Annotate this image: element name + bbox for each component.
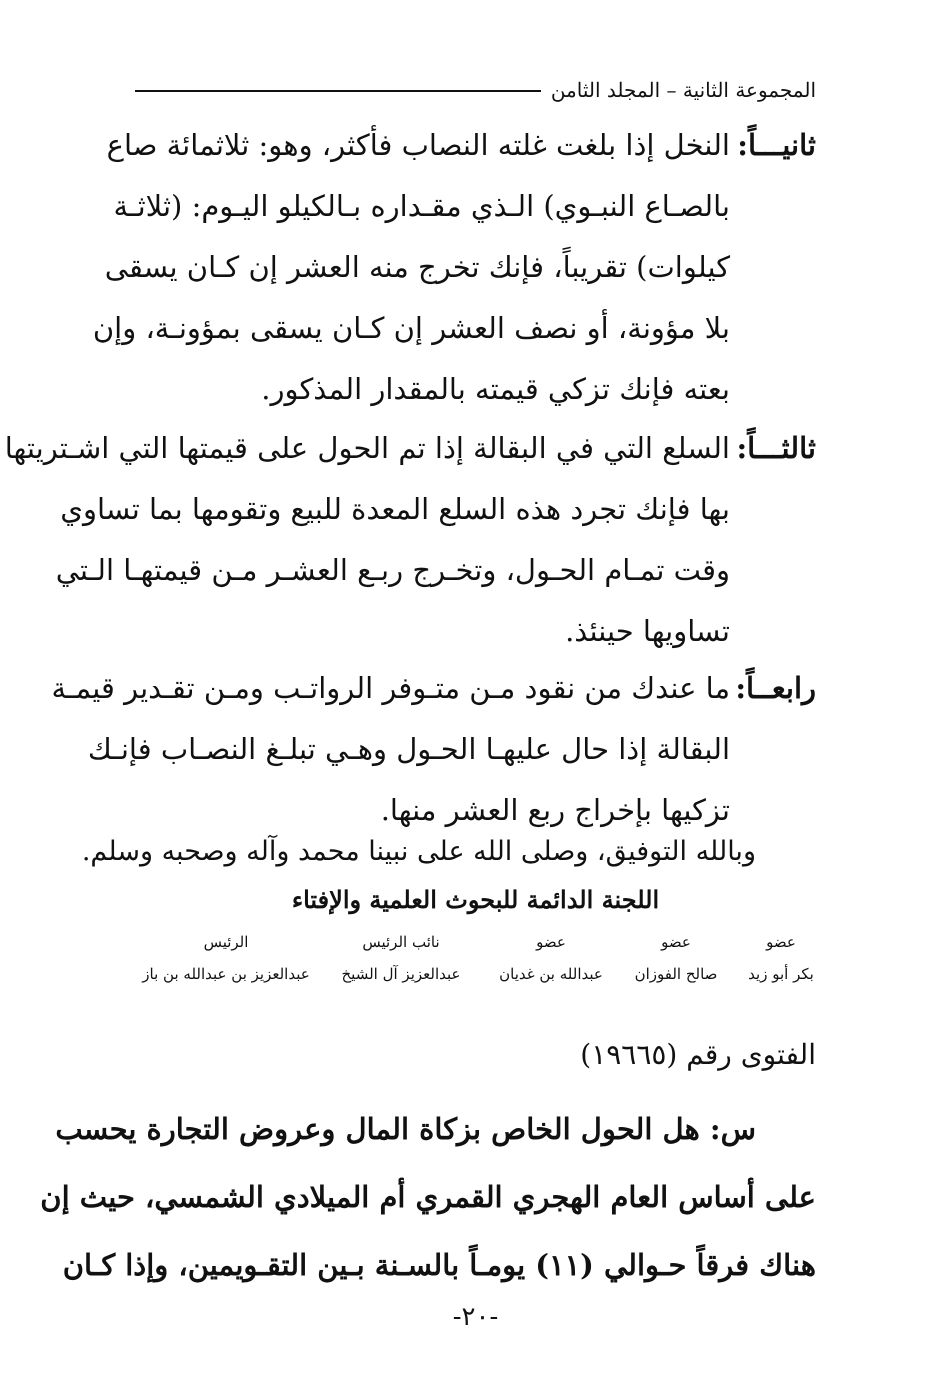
item-line: النخل إذا بلغت غلته النصاب فأكثر، وهو: ثلاثمائة صاع <box>106 128 730 162</box>
item-fourth <box>51 658 816 841</box>
item-line: وقت تمـام الحـول، وتخـرج ربـع العشـر مـن قيمتهـا الـتي <box>55 553 730 587</box>
item-line: تزكيها بإخراج ربع العشر منها. <box>380 793 730 827</box>
question-line: على أساس العام الهجري القمري أم الميلادي الشمسي، حيث إن <box>40 1180 816 1214</box>
question-line: هناك فرقاً حـوالي (١١) يومـاً بالسـنة بـين التقـويمين، وإذا كـان <box>62 1248 816 1282</box>
item-second <box>92 115 816 420</box>
member-5 <box>131 930 321 994</box>
item-line: السلع التي في البقالة إذا تم الحول على قيمتها التي اشـتريتها <box>4 431 730 465</box>
question-line: س: هل الحول الخاص بزكاة المال وعروض التجارة يحسب <box>55 1112 756 1146</box>
member-role: الرئيس <box>203 933 249 951</box>
member-role: عضو <box>766 933 796 951</box>
member-name: عبدالله بن غديان <box>499 965 603 983</box>
question-block <box>40 1095 816 1299</box>
member-name: عبدالعزيز آل الشيخ <box>341 965 461 983</box>
committee-members <box>135 930 816 1000</box>
committee-title: اللجنة الدائمة للبحوث العلمية والإفتاء <box>291 885 660 914</box>
member-4 <box>326 930 476 994</box>
closing-prayer: وبالله التوفيق، وصلى الله على نبينا محمد وآله وصحبه وسلم. <box>81 836 756 867</box>
item-line: البقالة إذا حال عليهـا الحـول وهـي تبلـغ النصـاب فإنـك <box>87 732 730 766</box>
fatwa-number: الفتوى رقم (١٩٦٦٥) <box>580 1038 816 1071</box>
item-label: ثانيـــاً: <box>737 128 816 162</box>
item-line: بلا مؤونة، أو نصف العشر إن كـان يسقى بمؤونـة، وإن <box>92 311 730 345</box>
item-line: بعته فإنك تزكي قيمته بالمقدار المذكور. <box>261 372 730 406</box>
page-number: -٢٠- <box>452 1302 499 1332</box>
item-line: ما عندك من نقود مـن متـوفر الرواتـب ومـن تقـدير قيمـة <box>51 671 730 705</box>
member-name: صالح الفوزان <box>634 965 718 983</box>
member-2 <box>631 930 721 994</box>
member-role: نائب الرئيس <box>362 933 440 951</box>
item-label: رابعــاً: <box>735 671 816 705</box>
member-name: بكر أبو زيد <box>748 965 814 983</box>
item-label: ثالثـــاً: <box>736 431 816 465</box>
member-3 <box>491 930 611 994</box>
item-line: تساويها حينئذ. <box>565 614 730 648</box>
header-title: المجموعة الثانية – المجلد الثامن <box>550 78 816 102</box>
member-role: عضو <box>536 933 566 951</box>
item-line: كيلوات) تقريباً، فإنك تخرج منه العشر إن كـان يسقى <box>104 250 730 284</box>
header-rule <box>135 90 541 92</box>
item-third <box>4 418 816 662</box>
member-role: عضو <box>661 933 691 951</box>
item-line: بالصـاع النبـوي) الـذي مقـداره بـالكيلو اليـوم: (ثلاثـة <box>113 189 730 223</box>
item-line: بها فإنك تجرد هذه السلع المعدة للبيع وتقومها بما تساوي <box>60 492 730 526</box>
member-1 <box>746 930 816 994</box>
running-header <box>135 70 816 110</box>
member-name: عبدالعزيز بن عبدالله بن باز <box>142 965 310 983</box>
